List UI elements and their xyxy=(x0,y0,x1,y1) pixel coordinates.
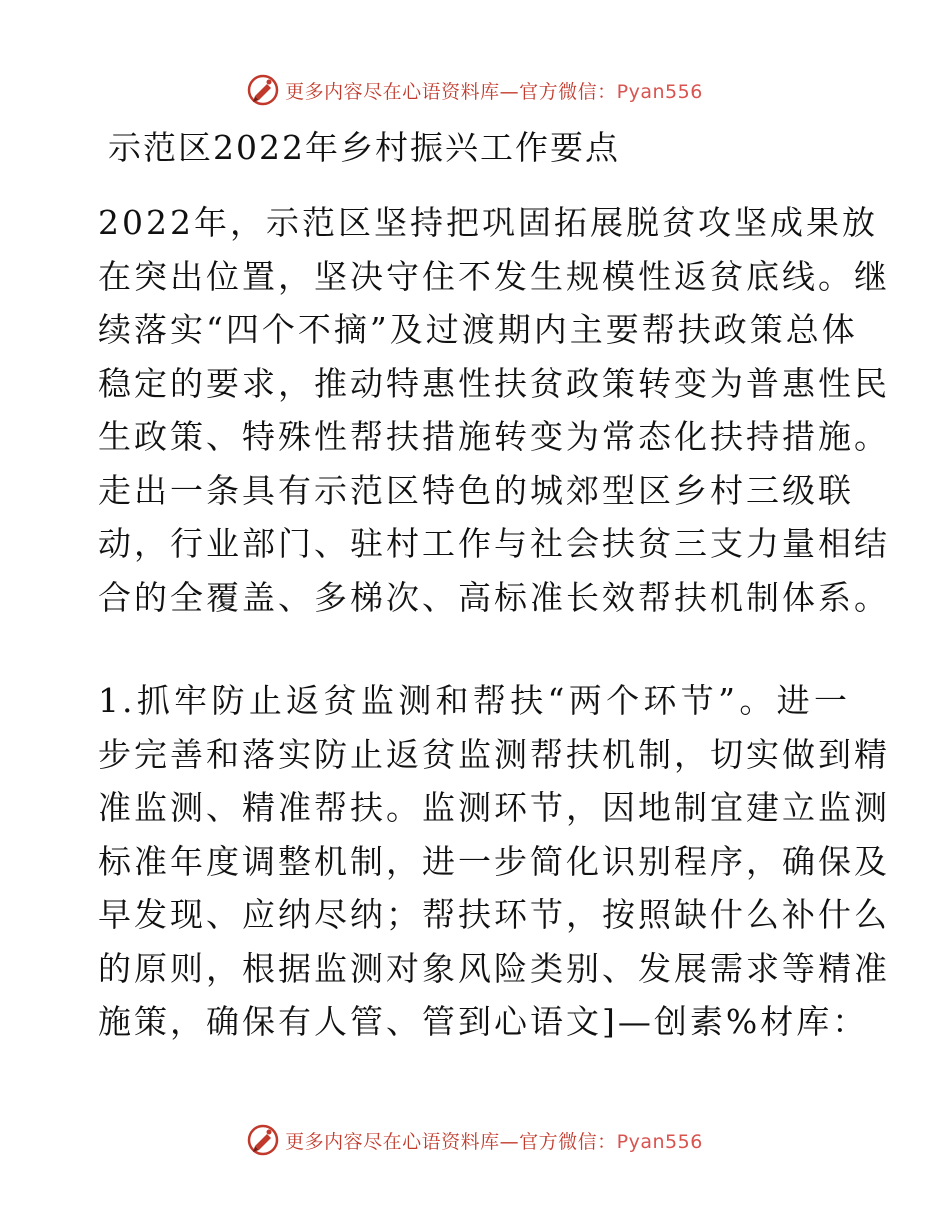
text-line: 的原则，根据监测对象风险类别、发展需求等精准 xyxy=(98,948,890,988)
text-line: 标准年度调整机制，进一步简化识别程序，确保及 xyxy=(98,841,890,881)
text-line: 早发现、应纳尽纳；帮扶环节，按照缺什么补什么 xyxy=(98,895,890,934)
text-line: 准监测、精准帮扶。监测环节，因地制宜建立监测 xyxy=(98,788,890,827)
header-watermark xyxy=(0,70,950,110)
text-line: 稳定的要求，推动特惠性扶贫政策转变为普惠性民 xyxy=(98,363,890,403)
pen-logo-icon xyxy=(247,74,279,106)
text-line: 2022年，示范区坚持把巩固拓展脱贫攻坚成果放 xyxy=(98,203,878,242)
text-line: 续落实“四个不摘”及过渡期内主要帮扶政策总体 xyxy=(98,310,858,349)
pen-logo-icon xyxy=(247,1124,279,1156)
watermark-text: 更多内容尽在心语资料库—官方微信：Pyan556 xyxy=(285,1130,703,1153)
text-line: 在突出位置，坚决守住不发生规模性返贫底线。继 xyxy=(98,256,890,296)
footer-watermark xyxy=(0,1120,950,1160)
text-line: 生政策、特殊性帮扶措施转变为常态化扶持措施。 xyxy=(98,417,890,456)
text-line: 1.抓牢防止返贫监测和帮扶“两个环节”。进一 xyxy=(98,681,850,720)
body-paragraph-section-1 xyxy=(98,674,890,1049)
text-line: 走出一条具有示范区特色的城郊型区乡村三级联 xyxy=(98,470,854,510)
body-paragraph-intro xyxy=(98,196,890,624)
text-line: 动，行业部门、驻村工作与社会扶贫三支力量相结 xyxy=(98,524,890,563)
text-line: 合的全覆盖、多梯次、高标准长效帮扶机制体系。 xyxy=(98,577,890,617)
text-line: 施策，确保有人管、管到心语文]—创素%材库： xyxy=(98,1002,869,1041)
document-title: 示范区2022年乡村振兴工作要点 xyxy=(108,128,620,167)
text-line: 步完善和落实防止返贫监测帮扶机制，切实做到精 xyxy=(98,734,890,774)
watermark-text: 更多内容尽在心语资料库—官方微信：Pyan556 xyxy=(285,80,703,103)
